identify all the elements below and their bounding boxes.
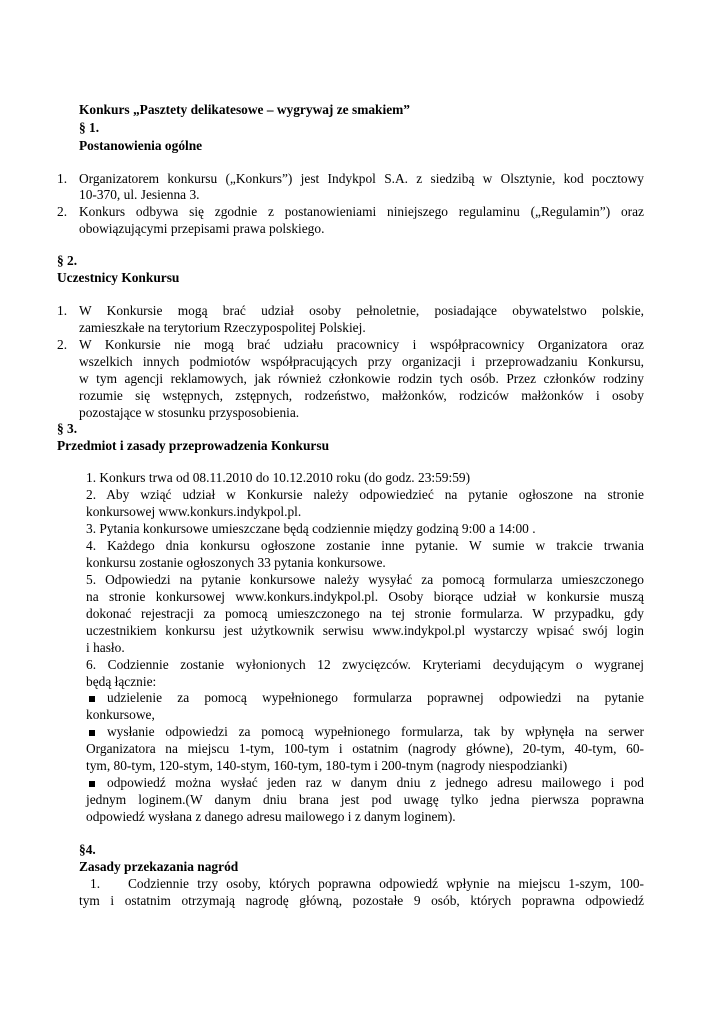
s3-point-5-line-2: na stronie konkursowej www.konkurs.indykpol.pl. Osoby biorące udział w konkursie muszą	[86, 589, 644, 604]
section-4-number: §4.	[79, 842, 96, 857]
s3-bullet-2-line-3: tym, 80-tym, 120-stym, 140-stym, 160-tym, 180-tym i 200-tnym (nagrody niespodzianki)	[86, 758, 568, 773]
s3-bullet-2-line-1: wysłanie odpowiedzi za pomocą wypełnionego formularza, tak by wpłynęła na serwer	[107, 724, 644, 739]
bullet-marker	[89, 781, 95, 787]
s4-item-1-line-2: tym i ostatnim otrzymają nagrodę główną, pozostałe 9 osób, których poprawna odpowiedź	[79, 893, 644, 908]
s3-point-5-line-1: 5. Odpowiedzi na pytanie konkursowe należy wysyłać za pomocą formularza umieszczonego	[86, 572, 644, 587]
section-1-heading: Postanowienia ogólne	[79, 138, 203, 153]
s3-bullet-3-line-3: odpowiedź wysłana z danego adresu mailowego i z danym loginem).	[86, 809, 456, 824]
s3-point-4-line-1: 4. Każdego dnia konkursu ogłoszone zostanie inne pytanie. W sumie w trakcie trwania	[86, 538, 644, 553]
s3-point-2-line-2: konkursowej www.konkurs.indykpol.pl.	[86, 504, 302, 519]
s2-item-2-line-2: wszelkich innych podmiotów współpracujących przy organizacji i przeprowadzaniu Konkursu,	[79, 354, 644, 369]
s1-item-1-line-1: Organizatorem konkursu („Konkurs”) jest Indykpol S.A. z siedzibą w Olsztynie, kod pocztowy	[79, 171, 644, 186]
s2-item-1-number: 1.	[57, 303, 68, 318]
s3-point-3: 3. Pytania konkursowe umieszczane będą codziennie między godziną 9:00 a 14:00 .	[86, 521, 536, 536]
section-1-number: § 1.	[79, 120, 100, 135]
s4-item-1-line-1: Codziennie trzy osoby, których poprawna odpowiedź wpłynie na miejscu 1-szym, 100-	[128, 876, 644, 891]
bullet-marker	[89, 696, 95, 702]
s3-point-4-line-2: konkursu zostanie ogłoszonych 33 pytania konkursowe.	[86, 555, 386, 570]
s2-item-1-line-1: W Konkursie mogą brać udział osoby pełnoletnie, posiadające obywatelstwo polskie,	[79, 303, 644, 318]
s3-bullet-3-line-2: jednym loginem.(W danym dniu brana jest pod uwagę tylko jedna pierwsza poprawna	[86, 792, 644, 807]
s3-bullet-2-line-2: Organizatora na miejscu 1-tym, 100-tym i ostatnim (nagrody główne), 20-tym, 40-tym, 60-	[86, 741, 644, 756]
s3-bullet-1-line-2: konkursowe,	[86, 707, 155, 722]
document-title: Konkurs „Pasztety delikatesowe – wygrywaj ze smakiem”	[79, 102, 410, 117]
section-2-heading: Uczestnicy Konkursu	[57, 270, 180, 285]
section-4-heading: Zasady przekazania nagród	[79, 859, 239, 874]
s3-point-5-line-3: dokonać rejestracji za pomocą umieszczonego na tej stronie formularza. W przypadku, gdy	[86, 606, 644, 621]
s2-item-2-line-4: rozumie się wstępnych, zstępnych, rodzeństwo, małżonków, rodziców małżonków i osoby	[79, 388, 644, 403]
s2-item-1-line-2: zamieszkałe na terytorium Rzeczypospolitej Polskiej.	[79, 320, 366, 335]
s1-item-2-line-2: obowiązującymi przepisami prawa polskiego.	[79, 221, 325, 236]
s1-item-1-number: 1.	[57, 171, 68, 186]
section-2-number: § 2.	[57, 253, 78, 268]
s3-point-5-line-4: uczestnikiem konkursu jest użytkownik serwisu www.indykpol.pl wystarczy wpisać swój login	[86, 623, 644, 638]
s3-bullet-1-line-1: udzielenie za pomocą wypełnionego formularza poprawnej odpowiedzi na pytanie	[107, 690, 644, 705]
section-3-heading: Przedmiot i zasady przeprowadzenia Konkursu	[57, 438, 330, 453]
s3-point-6-line-1: 6. Codziennie zostanie wyłonionych 12 zwycięzców. Kryteriami decydującym o wygranej	[86, 657, 644, 672]
s3-point-6-line-2: będą łącznie:	[86, 674, 157, 689]
section-3-number: § 3.	[57, 421, 78, 436]
s4-item-1-number: 1.	[90, 876, 101, 891]
s3-bullet-3-line-1: odpowiedź można wysłać jeden raz w danym dniu z jednego adresu mailowego i pod	[107, 775, 644, 790]
bullet-marker	[89, 730, 95, 736]
s3-point-1: 1. Konkurs trwa od 08.11.2010 do 10.12.2010 roku (do godz. 23:59:59)	[86, 470, 471, 485]
s1-item-1-line-2: 10-370, ul. Jesienna 3.	[79, 187, 200, 202]
s1-item-2-line-1: Konkurs odbywa się zgodnie z postanowieniami niniejszego regulaminu („Regulamin”) oraz	[79, 204, 644, 219]
s1-item-2-number: 2.	[57, 204, 68, 219]
s2-item-2-line-3: w tym agencji reklamowych, jak również członkowie rodzin tych osób. Przez członków rodziny	[79, 371, 644, 386]
s2-item-2-line-5: pozostające w stosunku przysposobienia.	[79, 405, 300, 420]
s2-item-2-line-1: W Konkursie nie mogą brać udziału pracownicy i współpracownicy Organizatora oraz	[79, 337, 644, 352]
s2-item-2-number: 2.	[57, 337, 68, 352]
s3-point-5-line-5: i hasło.	[86, 640, 125, 655]
s3-point-2-line-1: 2. Aby wziąć udział w Konkursie należy odpowiedzieć na pytanie ogłoszone na stronie	[86, 487, 644, 502]
